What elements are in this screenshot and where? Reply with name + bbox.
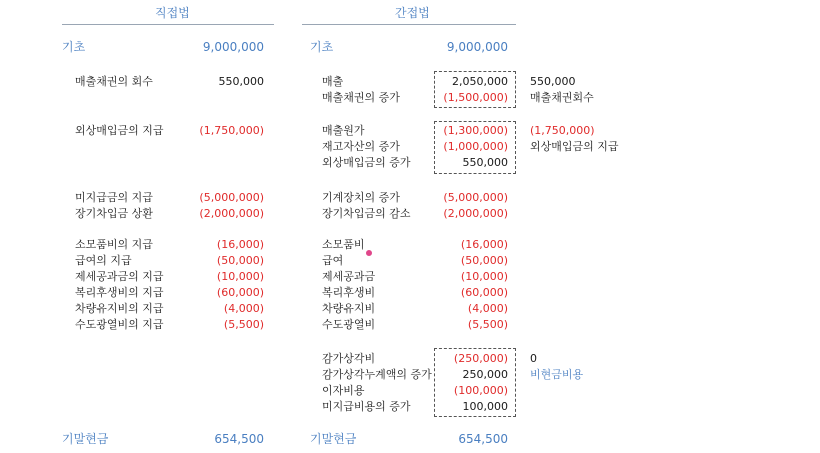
- direct-row-label: 외상매입금의 지급: [75, 124, 164, 137]
- direct-opening-value: 9,000,000: [202, 40, 264, 54]
- indirect-row-value: (10,000): [460, 270, 508, 283]
- indirect-row-label: 재고자산의 증가: [322, 140, 400, 153]
- indirect-ending-label: 기말현금: [310, 432, 357, 446]
- direct-ending-value: 654,500: [214, 432, 264, 446]
- indirect-row-label: 차량유지비: [322, 302, 376, 315]
- direct-row-label: 수도광열비의 지급: [75, 318, 164, 331]
- indirect-row-value: (100,000): [453, 384, 508, 397]
- direct-row-label: 장기차입금 상환: [75, 207, 153, 220]
- direct-row-value: (1,750,000): [199, 124, 264, 137]
- direct-row-label: 차량유지비의 지급: [75, 302, 164, 315]
- indirect-row-label: 제세공과금: [322, 270, 376, 283]
- direct-row-value: 550,000: [218, 75, 264, 88]
- direct-row-label: 복리후생비의 지급: [75, 286, 164, 299]
- indirect-ending-value: 654,500: [458, 432, 508, 446]
- indirect-row-label: 장기차입금의 감소: [322, 207, 411, 220]
- direct-row-value: (5,500): [223, 318, 264, 331]
- direct-ending-label: 기말현금: [62, 432, 109, 446]
- indirect-row-value: (250,000): [453, 352, 508, 365]
- indirect-row-label: 수도광열비: [322, 318, 376, 331]
- pointer-cursor-icon: [366, 250, 372, 256]
- sales-total-annotation: 550,000: [530, 75, 576, 88]
- indirect-opening-value: 9,000,000: [446, 40, 508, 54]
- direct-row-value: (10,000): [216, 270, 264, 283]
- direct-row-value: (16,000): [216, 238, 264, 251]
- indirect-title-underline: [302, 24, 516, 25]
- indirect-row-label: 급여: [322, 254, 344, 267]
- direct-row-label: 소모품비의 지급: [75, 238, 153, 251]
- direct-row-value: (2,000,000): [199, 207, 264, 220]
- purchase-note-annotation: 외상매입금의 지급: [530, 140, 619, 153]
- indirect-row-label: 감가상각비: [322, 352, 376, 365]
- direct-row-value: (4,000): [223, 302, 264, 315]
- direct-row-label: 급여의 지급: [75, 254, 132, 267]
- indirect-opening-label: 기초: [310, 40, 334, 54]
- indirect-row-value: (1,000,000): [443, 140, 508, 153]
- indirect-row-value: 250,000: [462, 368, 508, 381]
- indirect-row-value: 2,050,000: [452, 75, 508, 88]
- indirect-row-value: (5,500): [467, 318, 508, 331]
- indirect-row-value: (50,000): [460, 254, 508, 267]
- direct-row-value: (5,000,000): [199, 191, 264, 204]
- indirect-row-label: 외상매입금의 증가: [322, 156, 411, 169]
- direct-row-label: 제세공과금의 지급: [75, 270, 164, 283]
- indirect-row-value: 100,000: [462, 400, 508, 413]
- sales-note-annotation: 매출채권회수: [530, 91, 594, 104]
- indirect-row-value: 550,000: [462, 156, 508, 169]
- noncash-note-annotation: 비현금비용: [530, 368, 584, 381]
- direct-method-title: 직접법: [155, 6, 190, 20]
- indirect-row-label: 매출: [322, 75, 344, 88]
- indirect-row-label: 매출원가: [322, 124, 365, 137]
- indirect-row-label: 기계장치의 증가: [322, 191, 400, 204]
- direct-row-value: (60,000): [216, 286, 264, 299]
- noncash-total-annotation: 0: [530, 352, 537, 365]
- indirect-method-title: 간접법: [395, 6, 430, 20]
- indirect-row-value: (1,300,000): [443, 124, 508, 137]
- direct-row-label: 매출채권의 회수: [75, 75, 153, 88]
- indirect-row-label: 매출채권의 증가: [322, 91, 400, 104]
- indirect-row-label: 미지급비용의 증가: [322, 400, 411, 413]
- direct-row-label: 미지급금의 지급: [75, 191, 153, 204]
- indirect-row-label: 소모품비: [322, 238, 365, 251]
- indirect-row-value: (60,000): [460, 286, 508, 299]
- purchase-total-annotation: (1,750,000): [530, 124, 595, 137]
- indirect-row-value: (16,000): [460, 238, 508, 251]
- indirect-row-label: 이자비용: [322, 384, 365, 397]
- indirect-row-value: (5,000,000): [443, 191, 508, 204]
- indirect-row-label: 감가상각누계액의 증가: [322, 368, 432, 381]
- indirect-row-value: (4,000): [467, 302, 508, 315]
- direct-row-value: (50,000): [216, 254, 264, 267]
- direct-title-underline: [62, 24, 274, 25]
- indirect-row-value: (2,000,000): [443, 207, 508, 220]
- direct-opening-label: 기초: [62, 40, 86, 54]
- indirect-row-value: (1,500,000): [443, 91, 508, 104]
- indirect-row-label: 복리후생비: [322, 286, 376, 299]
